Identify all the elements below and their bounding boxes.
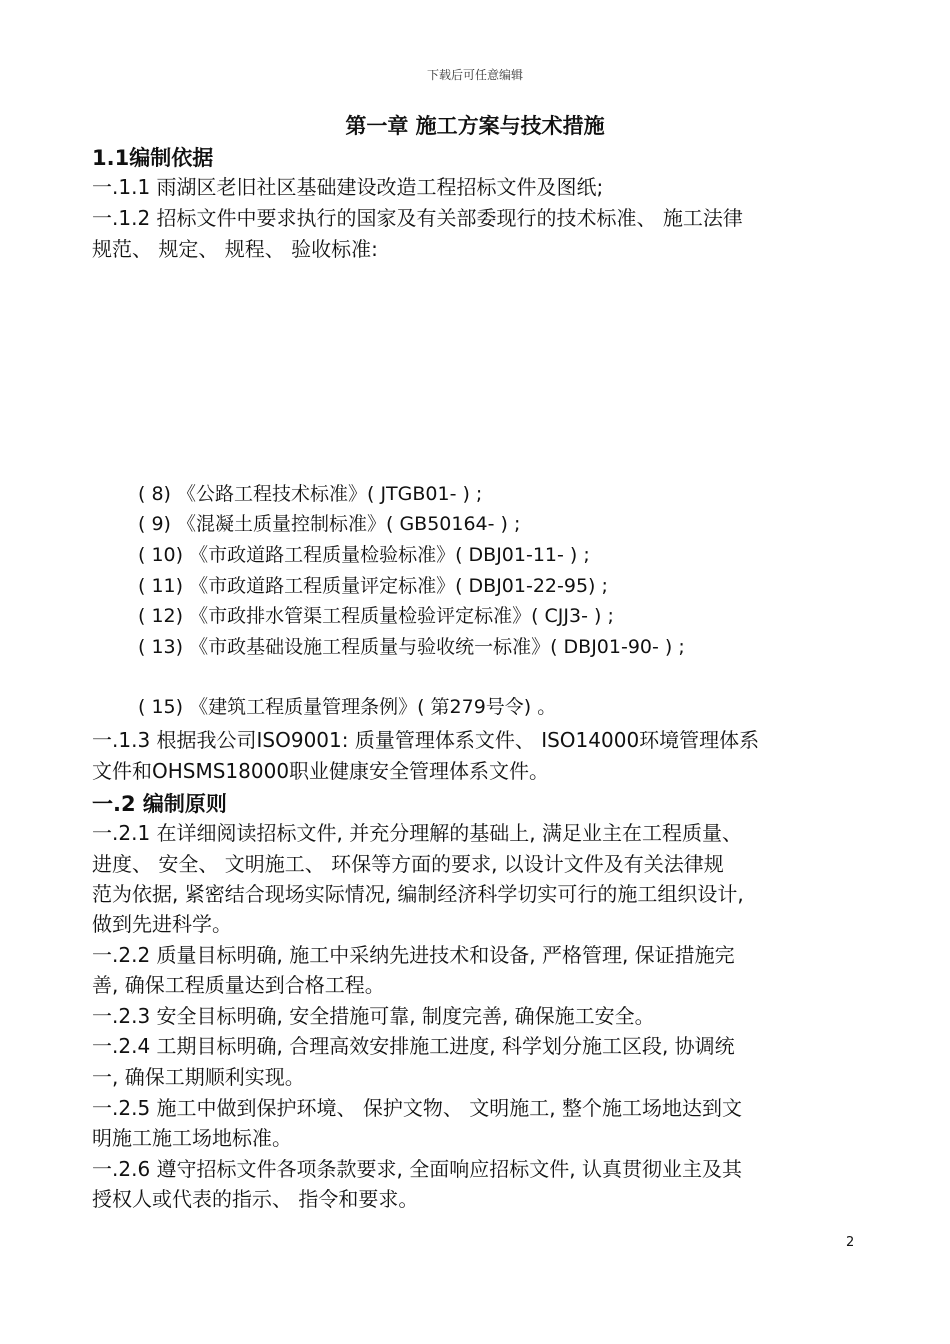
body-line: 一, 确保工期顺利实现。: [92, 1065, 305, 1089]
section-heading-1-2: 一.2 编制原则: [92, 792, 227, 816]
section-heading-1-1: 1.1编制依据: [92, 146, 214, 170]
standard-item: ( 10) 《市政道路工程质量检验标准》( DBJ01-11- ) ;: [138, 544, 590, 566]
chapter-title: 第一章 施工方案与技术措施: [345, 114, 605, 138]
standard-item: ( 13) 《市政基础设施工程质量与验收统一标准》( DBJ01-90- ) ;: [138, 636, 685, 658]
body-line: 一.2.5 施工中做到保护环境、 保护文物、 文明施工, 整个施工场地达到文: [92, 1096, 742, 1120]
body-line: 一.1.3 根据我公司ISO9001: 质量管理体系文件、 ISO14000环境管理体系: [92, 728, 760, 752]
standard-item: ( 9) 《混凝土质量控制标准》( GB50164- ) ;: [138, 513, 521, 535]
page-number: 2: [846, 1235, 855, 1250]
standard-item: ( 11) 《市政道路工程质量评定标准》( DBJ01-22-95) ;: [138, 575, 608, 597]
body-line: 一.2.3 安全目标明确, 安全措施可靠, 制度完善, 确保施工安全。: [92, 1004, 655, 1028]
body-line: 明施工施工场地标准。: [92, 1126, 292, 1150]
body-line: 一.2.2 质量目标明确, 施工中采纳先进技术和设备, 严格管理, 保证措施完: [92, 943, 735, 967]
body-line: 授权人或代表的指示、 指令和要求。: [92, 1187, 419, 1211]
standard-item: ( 15) 《建筑工程质量管理条例》( 第279号令) 。: [138, 696, 557, 718]
body-line: 范为依据, 紧密结合现场实际情况, 编制经济科学切实可行的施工组织设计,: [92, 882, 744, 906]
header-note: 下载后可任意编辑: [426, 68, 523, 82]
body-line: 进度、 安全、 文明施工、 环保等方面的要求, 以设计文件及有关法律规: [92, 852, 724, 876]
body-line: 一.2.4 工期目标明确, 合理高效安排施工进度, 科学划分施工区段, 协调统: [92, 1034, 735, 1058]
body-line: 文件和OHSMS18000职业健康安全管理体系文件。: [92, 759, 550, 783]
body-line: 一.2.1 在详细阅读招标文件, 并充分理解的基础上, 满足业主在工程质量、: [92, 821, 742, 845]
body-line: 做到先进科学。: [92, 912, 232, 936]
standard-item: ( 8) 《公路工程技术标准》( JTGB01- ) ;: [138, 483, 483, 505]
body-line: 善, 确保工程质量达到合格工程。: [92, 973, 385, 997]
body-line: 规范、 规定、 规程、 验收标准:: [92, 237, 378, 261]
standard-item: ( 12) 《市政排水管渠工程质量检验评定标准》( CJJ3- ) ;: [138, 605, 614, 627]
body-line: 一.1.2 招标文件中要求执行的国家及有关部委现行的技术标准、 施工法律: [92, 206, 743, 230]
body-line: 一.1.1 雨湖区老旧社区基础建设改造工程招标文件及图纸;: [92, 175, 604, 199]
body-line: 一.2.6 遵守招标文件各项条款要求, 全面响应招标文件, 认真贯彻业主及其: [92, 1157, 742, 1181]
